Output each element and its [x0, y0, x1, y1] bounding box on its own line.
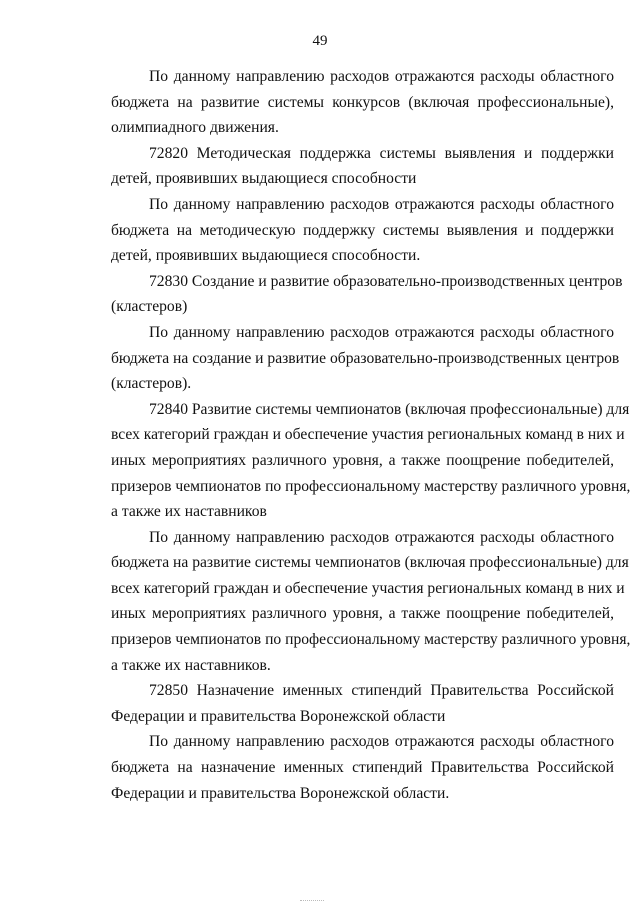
document-body — [111, 64, 631, 806]
paragraph-line: По данному направлению расходов отражаются расходы областного — [149, 323, 614, 341]
paragraph-line: По данному направлению расходов отражаются расходы областного — [149, 528, 614, 546]
paragraph-72840-description — [111, 525, 631, 679]
paragraph-line: призеров чемпионатов по профессиональному мастерству различного уровня, — [111, 631, 631, 649]
paragraph-72850-description — [111, 729, 614, 806]
paragraph-line: 72840 Развитие системы чемпионатов (включая профессиональные) для — [149, 400, 630, 418]
paragraph-line: детей, проявивших выдающиеся способности. — [111, 247, 421, 265]
paragraph-line: бюджета на создание и развитие образовательно-производственных центров — [111, 349, 620, 367]
paragraph-line: бюджета на методическую поддержку системы выявления и поддержки — [111, 221, 614, 239]
paragraph-72820-description — [111, 192, 614, 269]
scan-artifact — [300, 900, 324, 903]
paragraph-line: По данному направлению расходов отражаются расходы областного — [149, 733, 614, 751]
page-number: 49 — [312, 33, 328, 49]
heading-72840 — [111, 397, 631, 525]
paragraph-line: олимпиадного движения. — [111, 119, 279, 137]
heading-72820 — [111, 141, 614, 192]
paragraph-line: Федерации и правительства Воронежской области. — [111, 784, 450, 802]
heading-72850 — [111, 678, 614, 729]
paragraph-72830-description — [111, 320, 620, 397]
paragraph-line: всех категорий граждан и обеспечение участия региональных команд в них и — [111, 426, 625, 444]
paragraph-line: (кластеров). — [111, 375, 192, 393]
heading-72830 — [111, 269, 623, 320]
paragraph-line: 72850 Назначение именных стипендий Правительства Российской — [149, 682, 614, 700]
paragraph-line: бюджета на назначение именных стипендий Правительства Российской — [111, 759, 614, 777]
paragraph-line: По данному направлению расходов отражаются расходы областного — [149, 68, 614, 85]
paragraph-line: Федерации и правительства Воронежской области — [111, 707, 446, 725]
paragraph-line: а также их наставников — [111, 503, 267, 521]
paragraph-line: иных мероприятиях различного уровня, а также поощрение победителей, — [111, 451, 614, 469]
paragraph-line: детей, проявивших выдающиеся способности — [111, 170, 417, 188]
paragraph-line: (кластеров) — [111, 298, 188, 316]
paragraph-line: призеров чемпионатов по профессиональному мастерству различного уровня, — [111, 477, 631, 495]
paragraph-line: По данному направлению расходов отражаются расходы областного — [149, 195, 614, 213]
paragraph-line: иных мероприятиях различного уровня, а также поощрение победителей, — [111, 605, 614, 623]
paragraph-budget-contests — [111, 64, 614, 141]
paragraph-line: 72830 Создание и развитие образовательно-производственных центров — [149, 272, 623, 290]
paragraph-line: всех категорий граждан и обеспечение участия региональных команд в них и — [111, 579, 625, 597]
paragraph-line: бюджета на развитие системы конкурсов (включая профессиональные), — [111, 93, 614, 111]
paragraph-line: бюджета на развитие системы чемпионатов (включая профессиональные) для — [111, 554, 629, 572]
paragraph-line: 72820 Методическая поддержка системы выявления и поддержки — [149, 144, 614, 162]
paragraph-line: а также их наставников. — [111, 656, 271, 674]
